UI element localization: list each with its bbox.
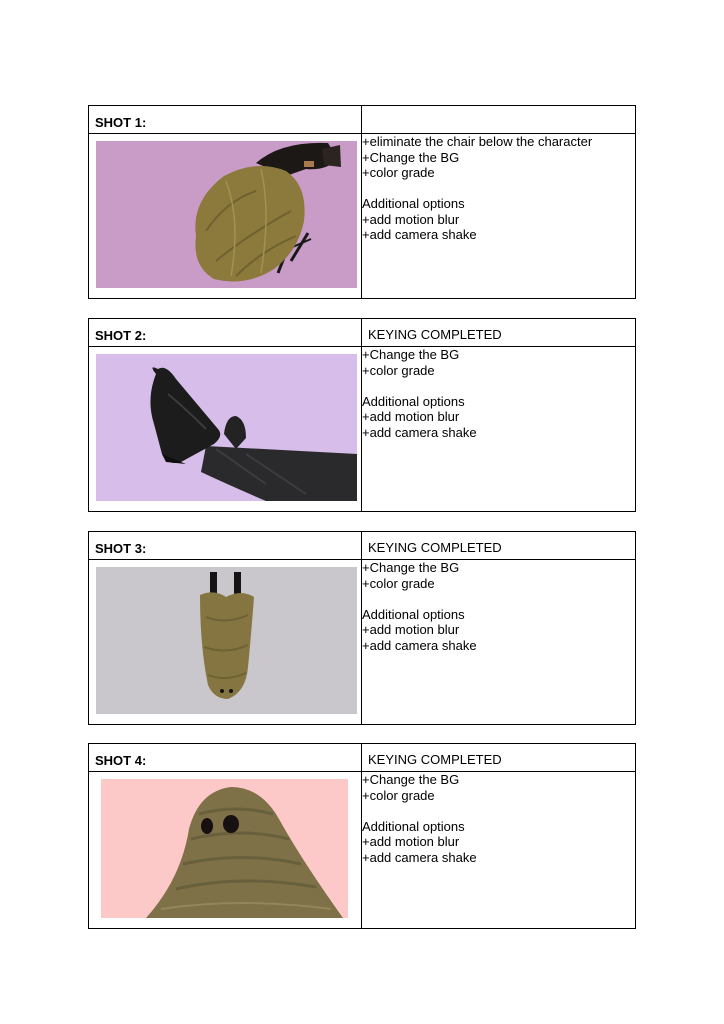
note-line: +Change the BG (362, 560, 460, 575)
note-line: +add camera shake (362, 424, 477, 440)
shot-3-thumbnail (96, 567, 357, 714)
additional-options-heading: Additional options (362, 393, 465, 409)
shot-status: KEYING COMPLETED (362, 319, 636, 347)
shot-status: KEYING COMPLETED (362, 532, 636, 560)
shot-title: SHOT 3: (89, 532, 362, 560)
shot-4-thumbnail (101, 779, 348, 918)
shot-2-thumbnail (96, 354, 357, 501)
note-line: +add motion blur (362, 409, 460, 424)
additional-options-heading: Additional options (362, 818, 465, 834)
shot-1-thumbnail (96, 141, 357, 288)
shot-4-table (88, 743, 636, 929)
note-line: +eliminate the chair below the character (362, 134, 593, 149)
note-line: +Change the BG (362, 149, 460, 165)
shot-thumbnail-cell (89, 347, 362, 512)
shot-status: KEYING COMPLETED (362, 744, 636, 772)
shot-title: SHOT 1: (89, 106, 362, 134)
shot-notes (362, 134, 636, 299)
note-line: +Change the BG (362, 772, 460, 787)
note-line: +add camera shake (362, 637, 477, 653)
note-line: +add motion blur (362, 211, 460, 227)
shot-status (362, 106, 636, 134)
note-line: +color grade (362, 165, 435, 180)
shot-thumbnail-cell (89, 560, 362, 725)
shot-notes (362, 560, 636, 725)
shot-notes (362, 772, 636, 929)
note-line: +color grade (362, 575, 435, 591)
shot-thumbnail-cell (89, 772, 362, 929)
shot-2-table (88, 318, 636, 512)
shot-title: SHOT 4: (89, 744, 362, 772)
note-line: +add motion blur (362, 834, 460, 849)
note-line: +Change the BG (362, 347, 460, 362)
note-line: +add camera shake (362, 849, 477, 865)
note-line: +add camera shake (362, 227, 477, 242)
shot-notes (362, 347, 636, 512)
note-line: +color grade (362, 787, 435, 803)
shot-thumbnail-cell (89, 134, 362, 299)
shot-title: SHOT 2: (89, 319, 362, 347)
shot-3-table (88, 531, 636, 725)
note-line: +add motion blur (362, 622, 460, 637)
note-line: +color grade (362, 362, 435, 378)
shot-1-table (88, 105, 636, 299)
additional-options-heading: Additional options (362, 606, 465, 622)
additional-options-heading: Additional options (362, 196, 465, 211)
